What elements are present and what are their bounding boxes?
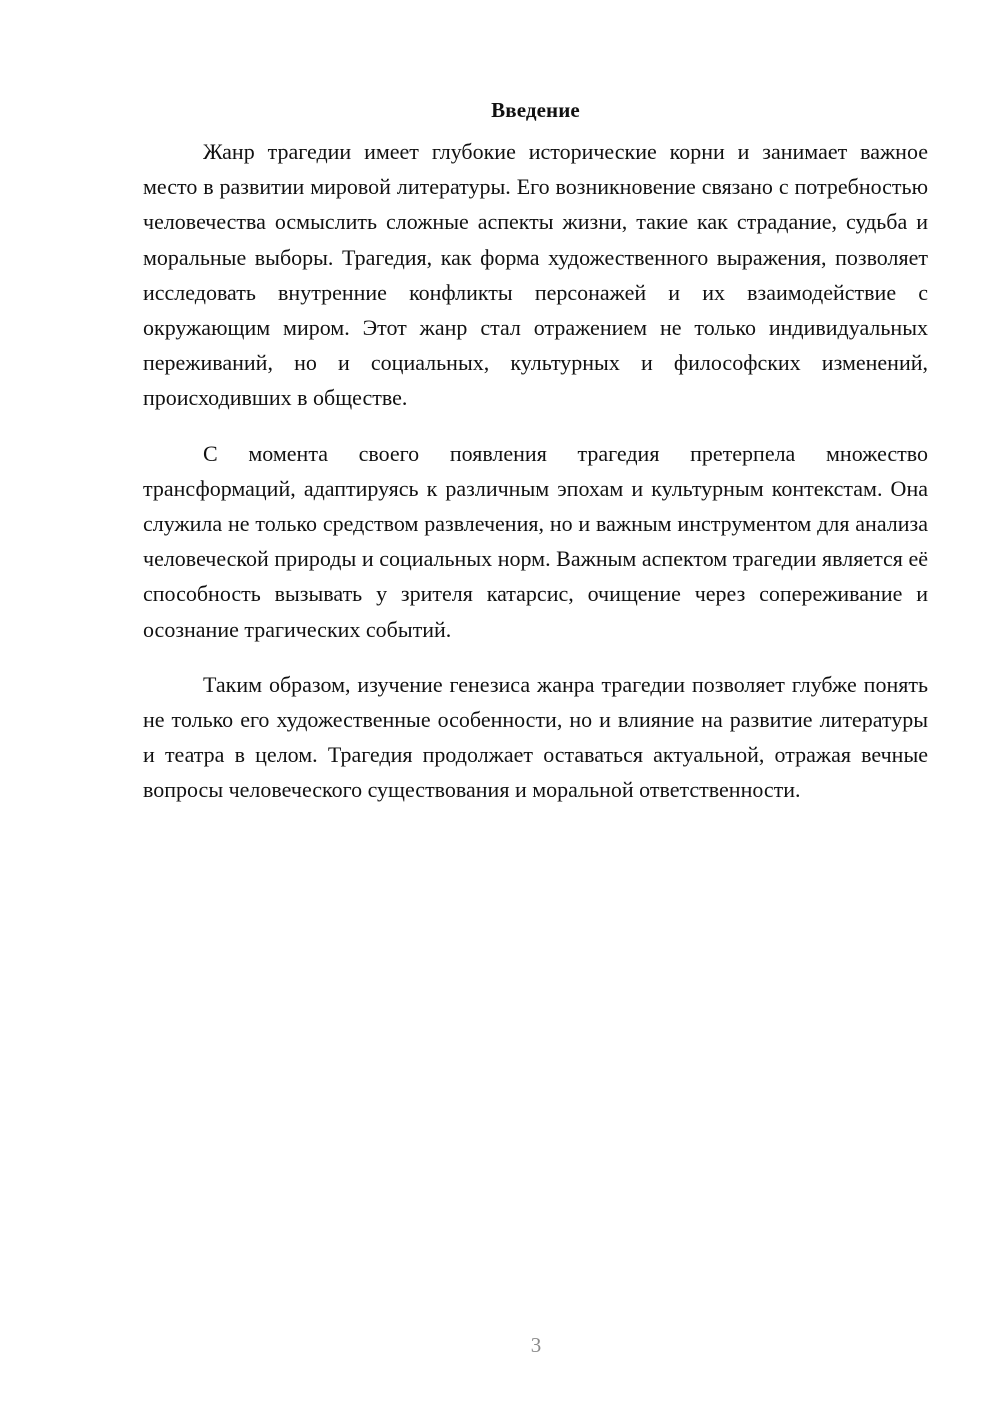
paragraph-2: С момента своего появления трагедия претерпела множество трансформаций, адаптируясь к различным эпохам и культурным контекстам. Она служила не только средством развлечения, но и важным инструментом для анализа человеческой природы и социальных норм. Важным аспектом трагедии является её способность вызывать у зрителя катарсис, очищение через сопереживание и осознание трагических событий.: [143, 440, 928, 642]
paragraph-3: Таким образом, изучение генезиса жанра трагедии позволяет глубже понять не только его художественные особенности, но и влияние на развитие литературы и театра в целом. Трагедия продолжает оставаться актуальной, отражая вечные вопросы человеческого существования и моральной ответственности.: [143, 671, 928, 803]
page-number: 3: [530, 1333, 542, 1357]
paragraph-1: Жанр трагедии имеет глубокие исторические корни и занимает важное место в развитии мировой литературы. Его возникновение связано с потребностью человечества осмыслить сложные аспекты жизни, такие как страдание, судьба и моральные выборы. Трагедия, как форма художественного выражения, позволяет исследовать внутренние конфликты персонажей и их взаимодействие с окружающим миром. Этот жанр стал отражением не только индивидуальных переживаний, но и социальных, культурных и философских изменений, происходивших в обществе.: [143, 139, 928, 411]
page-content: [143, 93, 928, 828]
section-heading: Введение: [491, 98, 580, 122]
